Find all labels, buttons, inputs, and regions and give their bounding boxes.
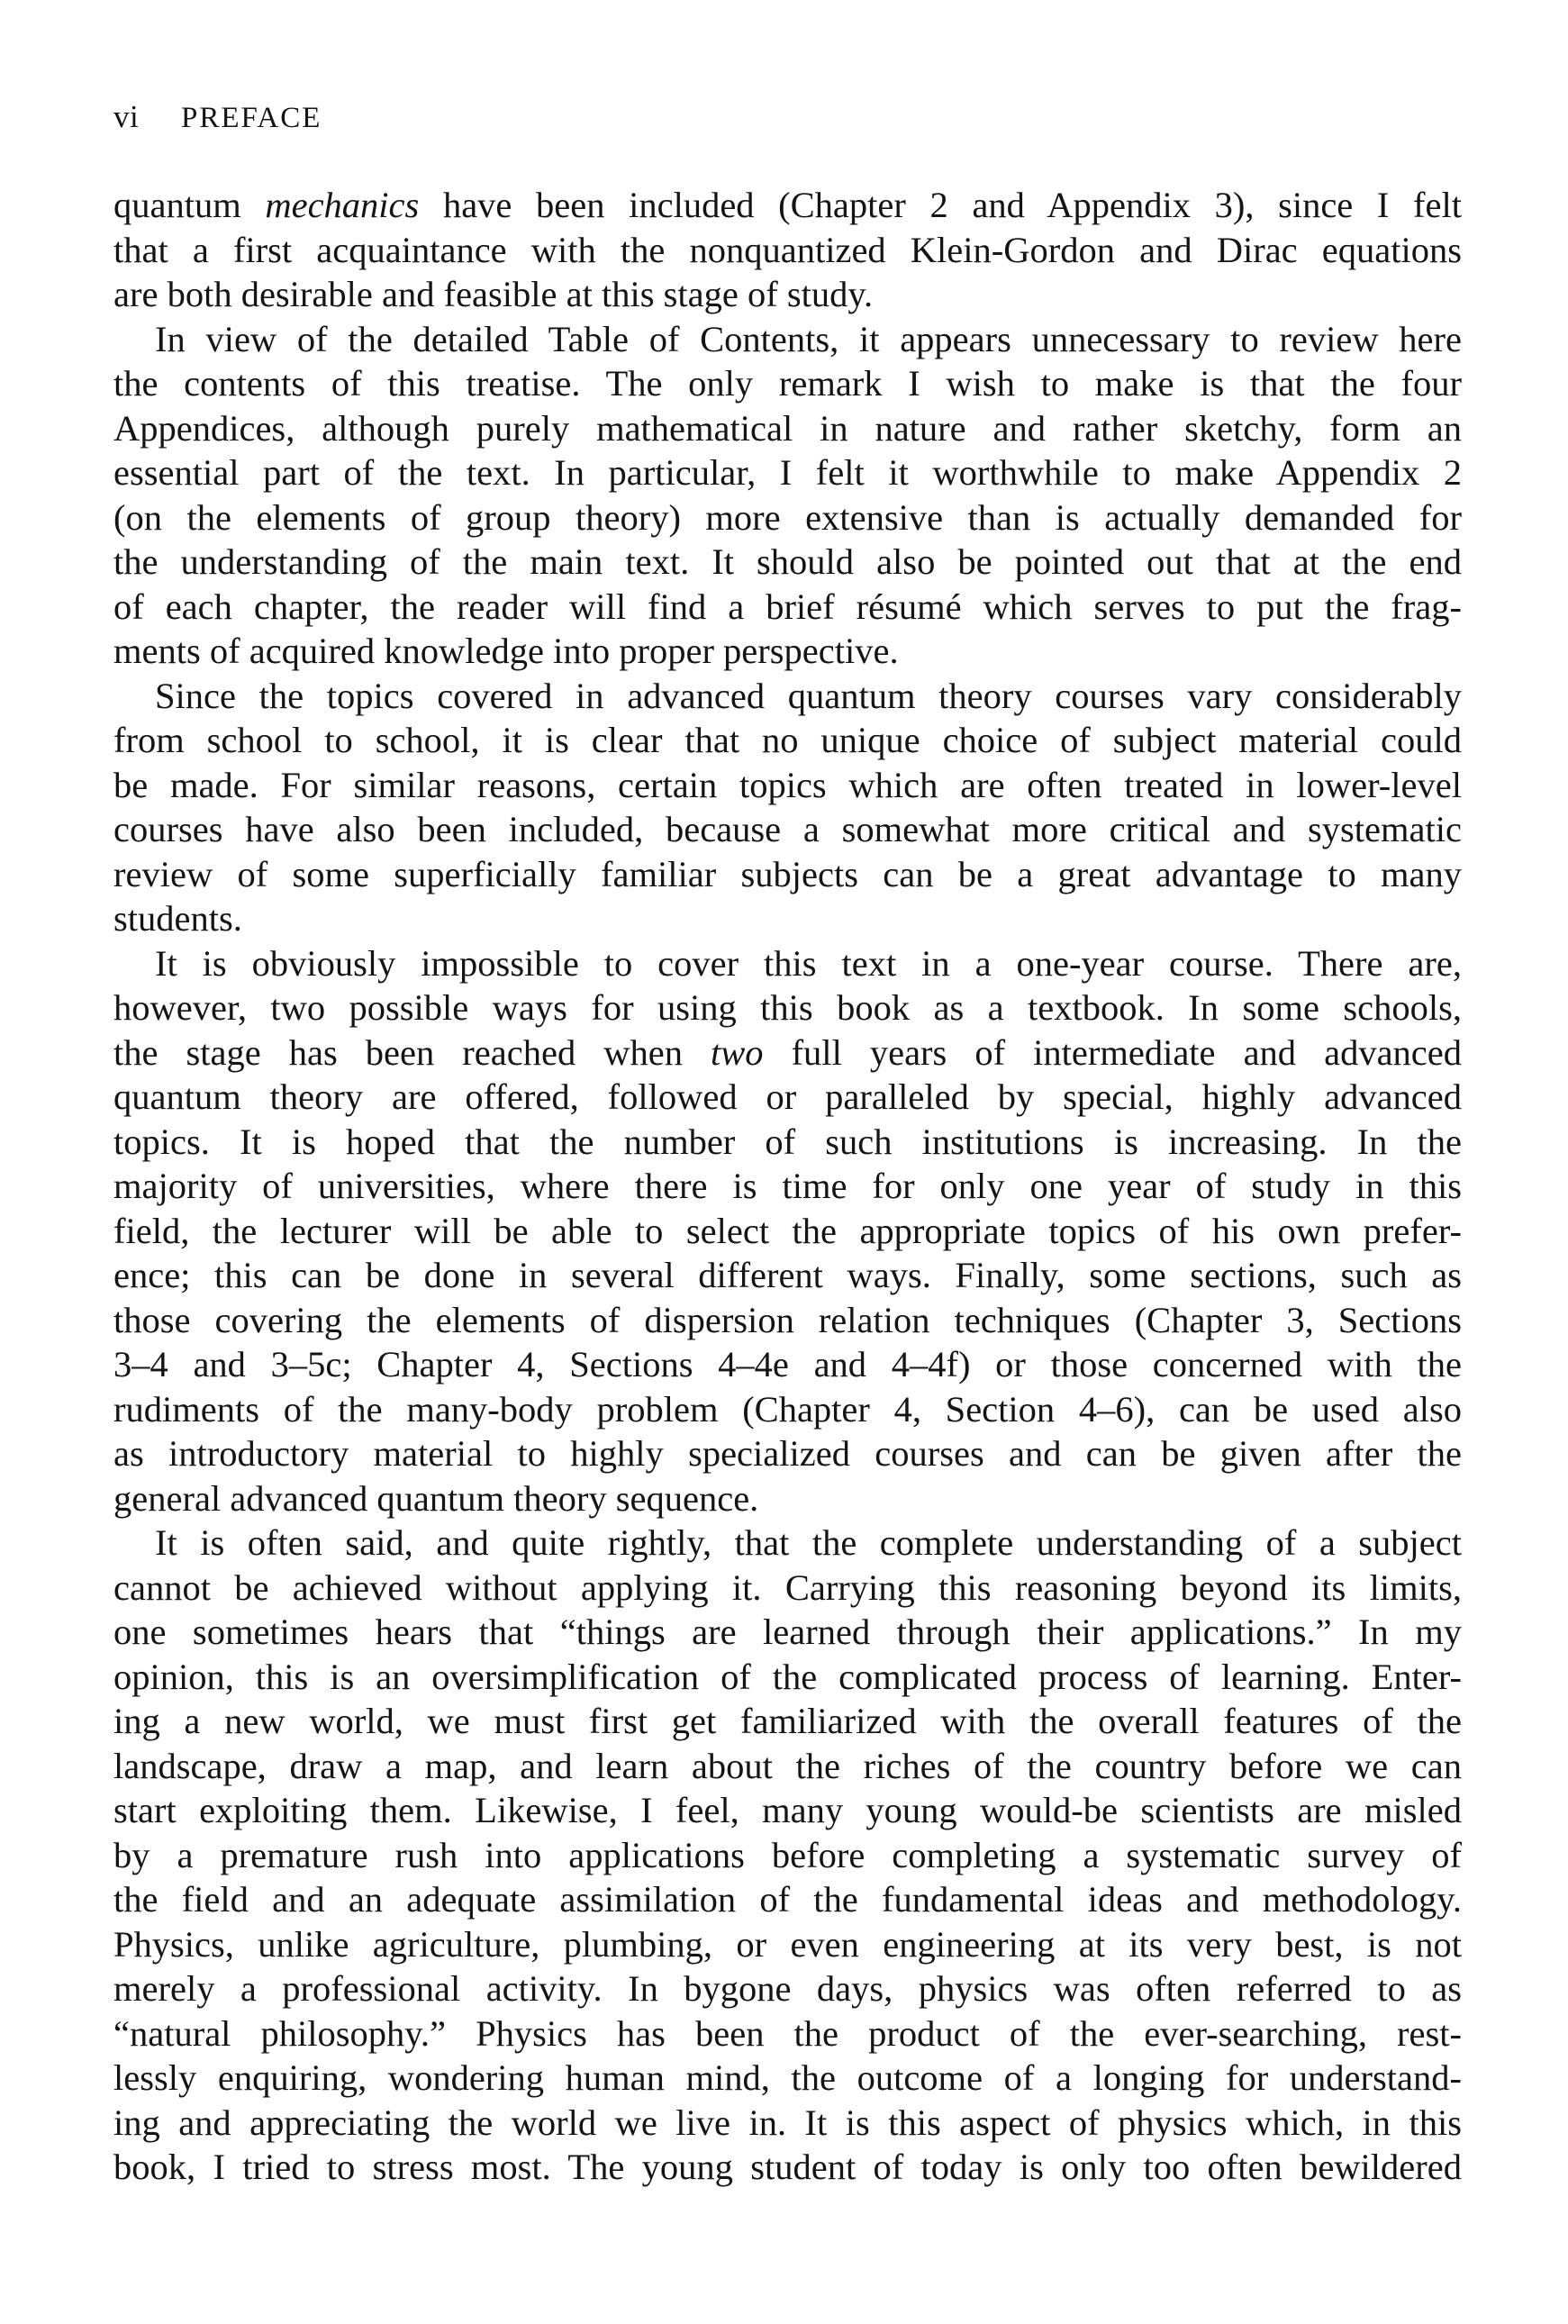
text-line [113, 2101, 1462, 2146]
text-run: field, the lecturer will be able to select the appropriate topics of his own prefer- [113, 1210, 1462, 1251]
text-run: are both desirable and feasible at this stage of study. [113, 274, 874, 314]
text-line [113, 1298, 1462, 1343]
text-run: that a first acquaintance with the nonquantized Klein-Gordon and Dirac equations [113, 229, 1462, 270]
italic-text: two [711, 1031, 764, 1073]
page-number: vi [113, 99, 140, 134]
text-run: general advanced quantum theory sequence. [113, 1477, 759, 1519]
text-run: be made. For similar reasons, certain topics which are often treated in lower-level [113, 764, 1462, 805]
text-line [113, 852, 1462, 897]
text-line [113, 1120, 1462, 1165]
text-run: start exploiting them. Likewise, I feel, many young would-be scientists are misled [113, 1790, 1462, 1830]
text-run: have been included (Chapter 2 and Appendix 3), since I felt [419, 185, 1462, 225]
body-text [113, 183, 1462, 2190]
text-run: opinion, this is an oversimplification of the complicated process of learning. Enter- [113, 1656, 1462, 1697]
text-line [113, 1922, 1462, 1967]
paragraph [113, 317, 1462, 674]
text-line [113, 317, 1462, 362]
text-run: majority of universities, where there is time for only one year of study in this [113, 1166, 1462, 1206]
text-line [113, 807, 1462, 852]
text-line [113, 896, 1462, 941]
text-line [113, 1521, 1462, 1566]
text-run: ing a new world, we must first get familiarized with the overall features of the [113, 1701, 1462, 1741]
text-line [113, 629, 1462, 674]
text-line [113, 1476, 1462, 1521]
text-run: merely a professional activity. In bygone days, physics was often referred to as [113, 1968, 1462, 2009]
text-run: by a premature rush into applications before completing a systematic survey of [113, 1834, 1462, 1875]
text-line [113, 540, 1462, 585]
text-run: In view of the detailed Table of Contents, it appears unnecessary to review here [155, 318, 1462, 359]
paragraph [113, 941, 1462, 1521]
text-line [113, 183, 1462, 228]
text-line [113, 1209, 1462, 1254]
text-run: book, I tried to stress most. The young student of today is only too often bewildered [113, 2147, 1462, 2187]
text-run: the contents of this treatise. The only remark I wish to make is that the four [113, 363, 1462, 404]
text-line [113, 1877, 1462, 1922]
text-run: those covering the elements of dispersion relation techniques (Chapter 3, Sections [113, 1299, 1462, 1340]
text-run: of each chapter, the reader will find a brief résumé which serves to put the frag- [113, 586, 1462, 627]
paragraph [113, 674, 1462, 941]
text-line [113, 2011, 1462, 2056]
text-run: the field and an adequate assimilation of the fundamental ideas and methodology. [113, 1879, 1462, 1920]
text-line [113, 763, 1462, 808]
text-run: 3–4 and 3–5c; Chapter 4, Sections 4–4e and 4–4f) or those concerned with the [113, 1344, 1462, 1384]
text-line [113, 1744, 1462, 1789]
text-line [113, 1075, 1462, 1120]
text-run: It is obviously impossible to cover this text in a one-year course. There are, [155, 942, 1462, 984]
text-run: from school to school, it is clear that no unique choice of subject material could [113, 720, 1462, 760]
text-line [113, 1431, 1462, 1476]
text-line [113, 1699, 1462, 1744]
text-run: rudiments of the many-body problem (Chapter 4, Section 4–6), can be used also [113, 1388, 1462, 1430]
text-run: as introductory material to highly specialized courses and can be given after the [113, 1433, 1462, 1474]
text-run: ence; this can be done in several different ways. Finally, some sections, such as [113, 1255, 1462, 1295]
text-run: one sometimes hears that “things are learned through their applications.” In my [113, 1611, 1462, 1652]
text-line [113, 1253, 1462, 1298]
text-line [113, 674, 1462, 719]
text-run: full years of intermediate and advanced [763, 1031, 1462, 1073]
text-line [113, 228, 1462, 273]
section-title: PREFACE [180, 102, 322, 134]
text-run: courses have also been included, because a somewhat more critical and systematic [113, 809, 1462, 849]
text-line [113, 1788, 1462, 1833]
text-run: the stage has been reached when [113, 1031, 711, 1073]
text-run: essential part of the text. In particular, I felt it worthwhile to make Appendix 2 [113, 452, 1462, 493]
text-run: review of some superficially familiar subjects can be a great advantage to many [113, 853, 1462, 894]
text-run: ments of acquired knowledge into proper perspective. [113, 631, 899, 671]
text-line [113, 1833, 1462, 1878]
text-run: cannot be achieved without applying it. Carrying this reasoning beyond its limits, [113, 1566, 1462, 1608]
text-run: landscape, draw a map, and learn about the riches of the country before we can [113, 1745, 1462, 1786]
text-line [113, 985, 1462, 1030]
text-line [113, 1966, 1462, 2011]
text-run: Appendices, although purely mathematical in nature and rather sketchy, form an [113, 407, 1462, 449]
text-run: students. [113, 898, 242, 939]
italic-text: mechanics [265, 185, 420, 225]
text-line [113, 361, 1462, 406]
text-run: however, two possible ways for using this book as a textbook. In some schools, [113, 987, 1462, 1028]
text-run: (on the elements of group theory) more extensive than is actually demanded for [113, 496, 1462, 538]
text-line [113, 495, 1462, 540]
text-run: “natural philosophy.” Physics has been the product of the ever-searching, rest- [113, 2012, 1462, 2054]
text-line [113, 1566, 1462, 1611]
text-run: Since the topics covered in advanced quantum theory courses vary considerably [155, 675, 1462, 716]
text-run: Physics, unlike agriculture, plumbing, or even engineering at its very best, is not [113, 1923, 1462, 1965]
text-run: quantum [113, 185, 266, 225]
text-run: ing and appreciating the world we live in. It is this aspect of physics which, in this [113, 2102, 1462, 2143]
text-line [113, 1610, 1462, 1655]
text-run: topics. It is hoped that the number of such institutions is increasing. In the [113, 1121, 1462, 1162]
running-head [113, 99, 322, 136]
text-line [113, 585, 1462, 630]
text-line [113, 272, 1462, 317]
text-line [113, 1164, 1462, 1209]
text-line [113, 1030, 1462, 1076]
text-line [113, 450, 1462, 495]
text-run: the understanding of the main text. It should also be pointed out that at the end [113, 541, 1462, 582]
text-line [113, 406, 1462, 451]
text-line [113, 1655, 1462, 1700]
text-run: quantum theory are offered, followed or paralleled by special, highly advanced [113, 1076, 1462, 1117]
text-line [113, 1342, 1462, 1387]
paragraph [113, 1521, 1462, 2190]
text-run: It is often said, and quite rightly, that the complete understanding of a subject [155, 1522, 1462, 1563]
text-line [113, 718, 1462, 763]
text-line [113, 2145, 1462, 2190]
paragraph [113, 183, 1462, 317]
text-line [113, 1387, 1462, 1432]
text-line [113, 2056, 1462, 2101]
text-run: lessly enquiring, wondering human mind, the outcome of a longing for understand- [113, 2057, 1462, 2098]
text-line [113, 941, 1462, 986]
